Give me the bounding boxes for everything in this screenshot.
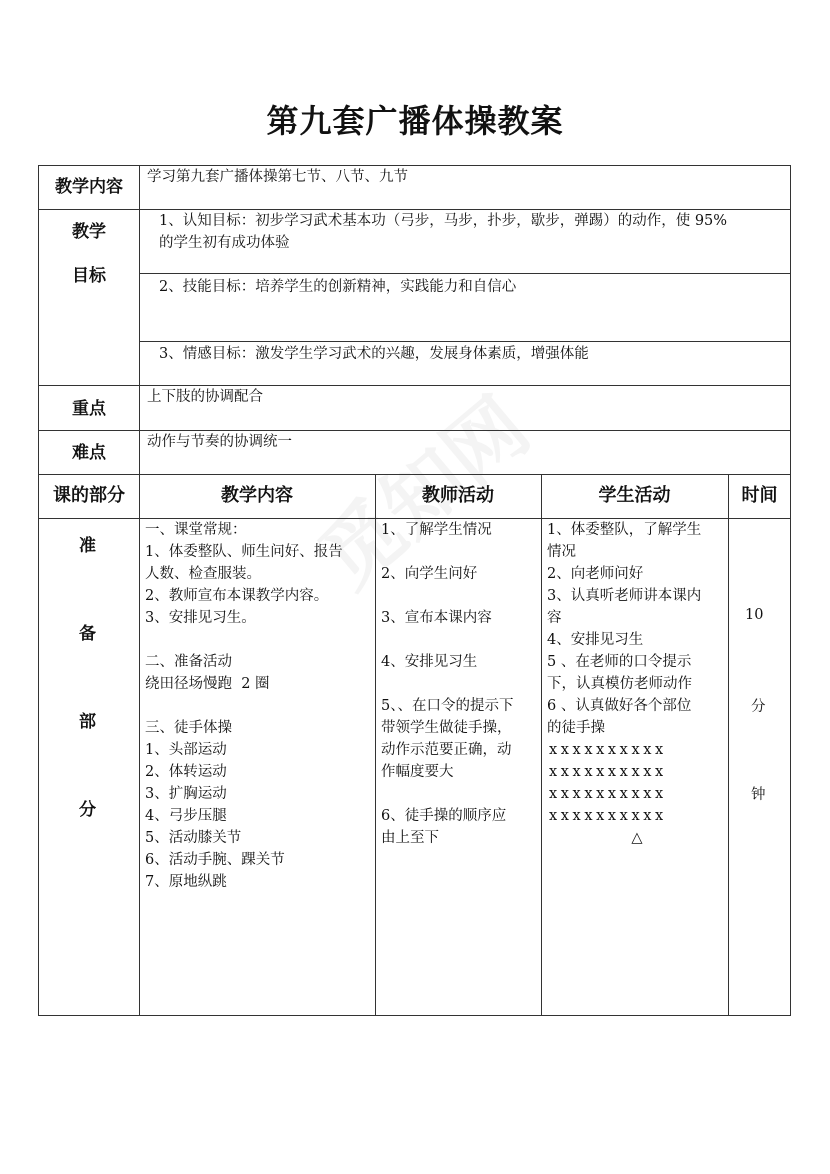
goal-text: 3、情感目标：激发学生学习武术的兴趣，发展身体素质，增强体能	[159, 346, 589, 362]
formation-row: xxxxxxxxxx	[549, 764, 667, 780]
col-divider	[375, 474, 376, 1016]
header-teaching-content: 教学内容	[221, 485, 293, 506]
teaching-content-line: 6、活动手腕、踝关节	[145, 852, 285, 868]
formation-row: xxxxxxxxxx	[549, 786, 667, 802]
teaching-content-line: 人数、检查服装。	[145, 566, 261, 582]
teaching-content-line: 2、体转运动	[145, 764, 227, 780]
teaching-content-line	[145, 695, 373, 717]
difficulty-label: 难点	[72, 443, 106, 463]
teacher-activity-line: 带领学生做徒手操，	[381, 720, 512, 736]
teaching-content-line	[145, 629, 373, 651]
key-point-value: 上下肢的协调配合	[147, 389, 263, 405]
teacher-activity-line: 5、、在口令的提示下	[381, 698, 514, 714]
header-teacher-activity: 教师活动	[422, 485, 494, 506]
goal-item-cognitive	[159, 210, 789, 254]
student-activity-list	[547, 519, 727, 739]
student-activity-line: 6 、认真做好各个部位	[547, 698, 692, 714]
section-name-char: 分	[79, 800, 96, 820]
teacher-activity-line: 1、了解学生情况	[381, 522, 492, 538]
row-divider	[39, 474, 791, 475]
teacher-activity-line	[381, 673, 541, 695]
row-divider	[139, 341, 791, 342]
student-activity-line: 下，认真模仿老师动作	[547, 676, 692, 692]
teacher-position-marker: △	[631, 830, 643, 846]
lesson-plan-table	[38, 165, 791, 1016]
teaching-content-line: 绕田径场慢跑 2 圈	[145, 676, 270, 692]
teaching-content-line: 5、活动膝关节	[145, 830, 242, 846]
student-activity-line: 5 、在老师的口令提示	[547, 654, 692, 670]
section-name-char: 部	[79, 712, 96, 732]
teaching-content-line: 3、扩胸运动	[145, 786, 227, 802]
teaching-content-line: 2、教师宣布本课教学内容。	[145, 588, 329, 604]
col-divider	[541, 474, 542, 1016]
teacher-activity-line	[381, 585, 541, 607]
page-title: 第九套广播体操教案	[266, 102, 564, 140]
goal-text: 2、技能目标：培养学生的创新精神，实践能力和自信心	[159, 279, 517, 295]
section-name-char: 准	[79, 536, 96, 556]
content-label: 教学内容	[55, 177, 123, 197]
goals-label-line2: 目标	[72, 266, 106, 286]
goals-label-line1: 教学	[72, 222, 106, 242]
formation-row: xxxxxxxxxx	[549, 742, 667, 758]
goal-text: 的学生初有成功体验	[159, 235, 290, 251]
goal-text: 1、认知目标：初步学习武术基本功（弓步，马步，扑步，歇步，弹踢）的动作，使 95%	[159, 213, 728, 229]
key-point-label: 重点	[72, 399, 106, 419]
time-minutes-value: 10	[745, 607, 764, 623]
teaching-content-list	[145, 519, 373, 893]
goal-item-emotion	[159, 343, 789, 365]
student-activity-cell	[547, 519, 727, 849]
teacher-activity-line: 作幅度要大	[381, 764, 454, 780]
time-unit-char: 钟	[751, 787, 766, 803]
teacher-activity-line: 动作示范要正确，动	[381, 742, 512, 758]
section-name-char: 备	[79, 624, 96, 644]
teacher-activity-line: 由上至下	[381, 830, 439, 846]
teaching-content-line: 3、安排见习生。	[145, 610, 256, 626]
col-divider	[139, 166, 140, 1016]
teacher-activity-list	[381, 519, 541, 849]
teacher-activity-line	[381, 629, 541, 651]
formation-diagram	[547, 739, 727, 827]
teacher-activity-line: 3、宣布本课内容	[381, 610, 492, 626]
teacher-activity-line: 4、安排见习生	[381, 654, 478, 670]
student-activity-line: 容	[547, 610, 562, 626]
teaching-content-line: 一、课堂常规：	[145, 522, 247, 538]
teacher-activity-line: 6、徒手操的顺序应	[381, 808, 507, 824]
goal-item-skill	[159, 276, 789, 298]
student-activity-line: 2、向老师问好	[547, 566, 644, 582]
teacher-activity-line	[381, 783, 541, 805]
student-activity-line: 4、安排见习生	[547, 632, 644, 648]
student-activity-line: 情况	[547, 544, 576, 560]
teaching-content-line: 三、徒手体操	[145, 720, 232, 736]
teacher-activity-line	[381, 541, 541, 563]
header-section: 课的部分	[53, 485, 125, 506]
student-activity-line: 1、体委整队，了解学生	[547, 522, 702, 538]
teaching-content-line: 4、弓步压腿	[145, 808, 227, 824]
time-unit-char: 分	[751, 699, 766, 715]
teaching-content-line: 二、准备活动	[145, 654, 232, 670]
formation-row: xxxxxxxxxx	[549, 808, 667, 824]
difficulty-value: 动作与节奏的协调统一	[147, 434, 292, 450]
header-student-activity: 学生活动	[598, 485, 671, 506]
teaching-content-line: 1、头部运动	[145, 742, 227, 758]
student-activity-line: 3、认真听老师讲本课内	[547, 588, 702, 604]
teacher-activity-line: 2、向学生问好	[381, 566, 478, 582]
teaching-content-line: 7、原地纵跳	[145, 874, 227, 890]
col-divider	[728, 474, 729, 1016]
teaching-content-line: 1、体委整队、师生问好、报告	[145, 544, 343, 560]
student-activity-line: 的徒手操	[547, 720, 605, 736]
content-value: 学习第九套广播体操第七节、八节、九节	[147, 169, 408, 185]
header-time: 时间	[741, 485, 778, 506]
row-divider	[139, 273, 791, 274]
